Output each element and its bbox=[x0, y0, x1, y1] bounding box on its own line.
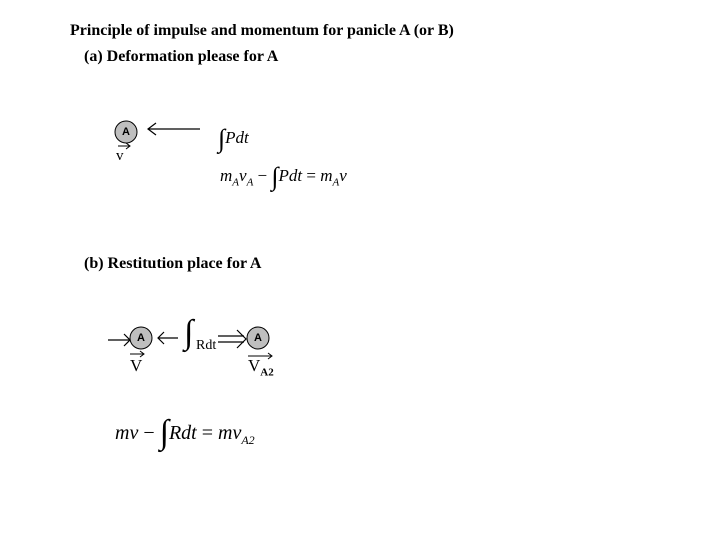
page-title: Principle of impulse and momentum for panicle A (or B) bbox=[70, 22, 454, 39]
impulse-integral-r: Rdt bbox=[196, 338, 217, 353]
particle-b-right-label: A bbox=[254, 332, 262, 344]
part-a-heading: (a) Deformation please for A bbox=[84, 48, 279, 65]
integral-sign-b: ∫ bbox=[184, 314, 194, 351]
particle-a-label: A bbox=[122, 126, 130, 138]
velocity-va2-label: $V_{A2}$ bbox=[248, 356, 274, 379]
particle-b-left-label: A bbox=[137, 332, 145, 344]
velocity-v-label: v bbox=[116, 148, 124, 164]
velocity-v-left-label: V bbox=[130, 356, 143, 375]
impulse-integral-p: ∫Pdt bbox=[218, 124, 249, 153]
equation-a: $m_Av_A - \int Pdt = m_Av$ bbox=[220, 162, 347, 191]
equation-b: mv − $\int Rdt = mv_{A2}$ bbox=[115, 414, 255, 451]
part-b-heading: (b) Restitution place for A bbox=[84, 255, 262, 272]
